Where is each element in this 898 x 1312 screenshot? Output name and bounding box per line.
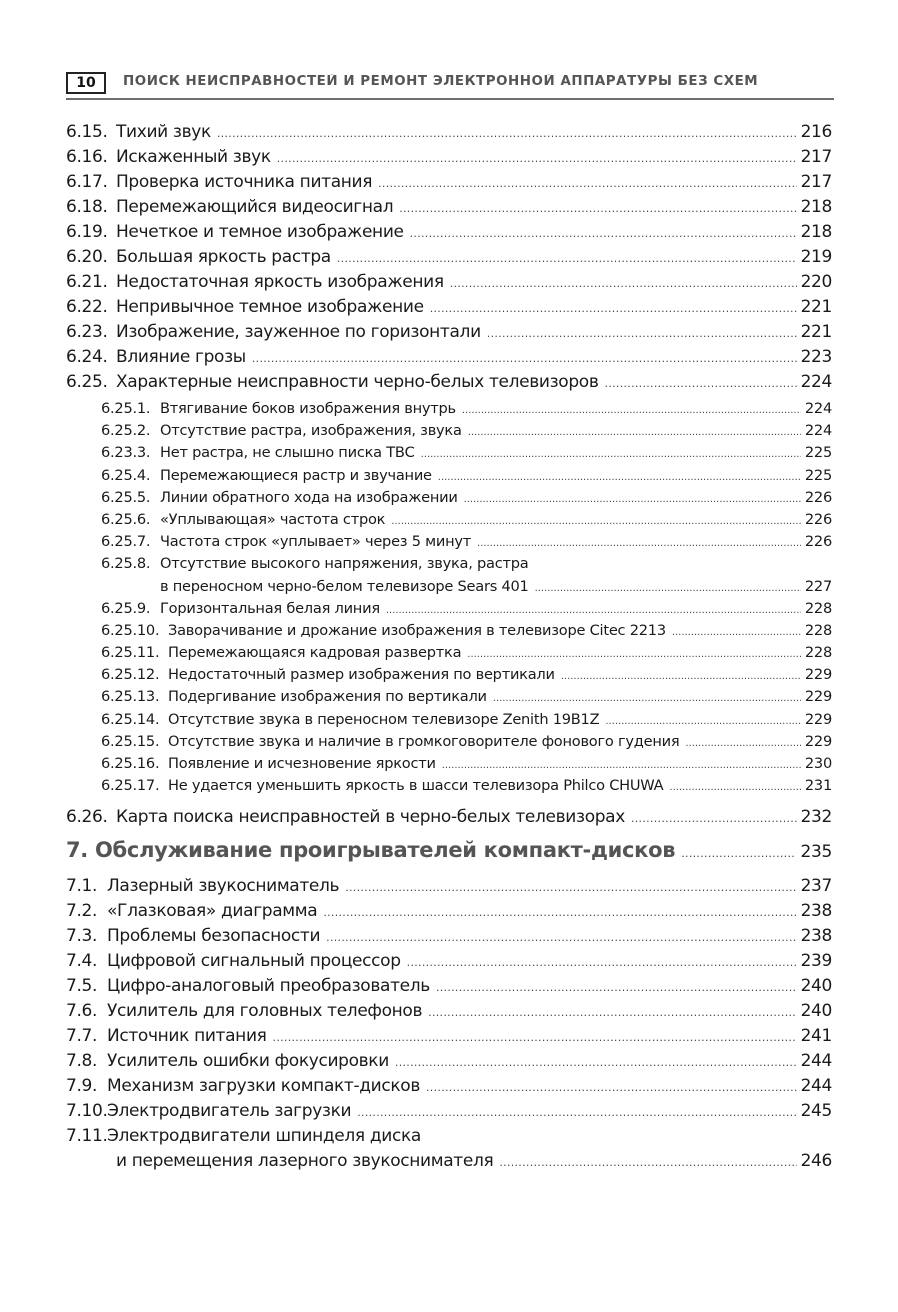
toc-title: Нет растра, не слышно писка ТВС bbox=[160, 444, 415, 462]
dot-leader bbox=[395, 1051, 797, 1071]
toc-number: 7.11. bbox=[66, 1126, 108, 1147]
toc-entry-6-25-2[interactable] bbox=[66, 422, 832, 444]
toc-number: 6.25.9. bbox=[101, 599, 151, 617]
toc-entry-6-26[interactable] bbox=[66, 807, 832, 832]
toc-number: 6.18. bbox=[66, 197, 108, 217]
toc-page: 231 bbox=[804, 777, 832, 795]
toc-entry-6-22[interactable] bbox=[66, 297, 832, 322]
toc-page: 216 bbox=[800, 122, 832, 142]
toc-entry-6-25-7[interactable] bbox=[66, 533, 832, 555]
toc-title: Подергивание изображения по вертикали bbox=[168, 688, 487, 706]
toc-title: Отсутствие звука в переносном телевизоре Zenith 19B1Z bbox=[168, 710, 600, 728]
toc-page: 241 bbox=[800, 1026, 832, 1047]
toc-entry-6-25-8[interactable] bbox=[66, 555, 832, 577]
toc-number: 6.17. bbox=[66, 172, 108, 192]
toc-page: 218 bbox=[800, 197, 832, 217]
toc-entry-6-25-11[interactable] bbox=[66, 644, 832, 666]
toc-page: 228 bbox=[804, 621, 832, 639]
toc-entry-7-2[interactable] bbox=[66, 901, 832, 926]
running-title: ПОИСК НЕИСПРАВНОСТЕЙ И РЕМОНТ ЭЛЕКТРОННОЙ АППАРАТУРЫ БЕЗ СХЕМ bbox=[123, 74, 759, 89]
toc-title: Искаженный звук bbox=[116, 147, 271, 167]
dot-leader bbox=[450, 272, 797, 292]
toc-title-line2: и перемещения лазерного звукоснимателя bbox=[116, 1151, 494, 1172]
toc-page: 224 bbox=[804, 400, 832, 417]
toc-page: 217 bbox=[800, 172, 832, 192]
toc-entry-7-8[interactable] bbox=[66, 1051, 832, 1076]
dot-leader bbox=[426, 1076, 797, 1096]
dot-leader bbox=[685, 733, 801, 750]
toc-entry-6-15[interactable] bbox=[66, 122, 832, 147]
dot-leader bbox=[468, 422, 801, 439]
dot-leader bbox=[252, 347, 797, 367]
toc-title: Характерные неисправности черно-белых телевизоров bbox=[116, 372, 599, 392]
toc-title: Горизонтальная белая линия bbox=[160, 599, 380, 617]
toc-title: Карта поиска неисправностей в черно-белых телевизорах bbox=[116, 807, 625, 828]
toc-number: 6.22. bbox=[66, 297, 108, 317]
toc-entry-7-1[interactable] bbox=[66, 876, 832, 901]
toc-page: 227 bbox=[804, 577, 832, 595]
dot-leader bbox=[410, 222, 797, 242]
running-header bbox=[66, 72, 834, 100]
toc-entry-6-25-6[interactable] bbox=[66, 511, 832, 533]
toc-number: 6.25.1. bbox=[101, 400, 151, 417]
toc-title: Проблемы безопасности bbox=[107, 926, 321, 947]
toc-entry-6-17[interactable] bbox=[66, 172, 832, 197]
toc-title: Нечеткое и темное изображение bbox=[116, 222, 404, 242]
dot-leader bbox=[493, 688, 801, 705]
toc-page: 228 bbox=[804, 644, 832, 662]
toc-entry-6-25[interactable] bbox=[66, 372, 832, 397]
toc-page: 217 bbox=[800, 147, 832, 167]
toc-entry-6-25-10[interactable] bbox=[66, 622, 832, 644]
toc-number: 6.25.6. bbox=[101, 510, 151, 528]
toc-page: 235 bbox=[800, 842, 832, 863]
dot-leader bbox=[323, 901, 796, 921]
toc-title: Частота строк «уплывает» через 5 минут bbox=[160, 533, 472, 551]
dot-leader bbox=[386, 600, 801, 617]
toc-title-line1: Отсутствие высокого напряжения, звука, растра bbox=[160, 555, 529, 573]
dot-leader bbox=[217, 122, 797, 142]
toc-page: 244 bbox=[800, 1076, 832, 1097]
toc-title: Большая яркость растра bbox=[116, 247, 331, 267]
toc-page: 246 bbox=[800, 1151, 832, 1172]
toc-title: Перемежающийся видеосигнал bbox=[116, 197, 394, 217]
toc-page: 245 bbox=[800, 1101, 832, 1122]
toc-entry-6-19[interactable] bbox=[66, 222, 832, 247]
toc-number: 7.5. bbox=[66, 976, 98, 997]
toc-entry-7-11[interactable] bbox=[66, 1126, 832, 1151]
dot-leader bbox=[462, 400, 801, 417]
toc-number: 6.20. bbox=[66, 247, 108, 267]
dot-leader bbox=[399, 197, 796, 217]
toc-entry-6-25-5[interactable] bbox=[66, 489, 832, 511]
dot-leader bbox=[672, 622, 801, 639]
toc-entry-6-16[interactable] bbox=[66, 147, 832, 172]
dot-leader bbox=[345, 876, 796, 896]
toc-page: 229 bbox=[804, 732, 832, 750]
toc-number: 6.16. bbox=[66, 147, 108, 167]
toc-entry-6-18[interactable] bbox=[66, 197, 832, 222]
toc-page: 224 bbox=[800, 372, 832, 392]
toc-number: 7.1. bbox=[66, 876, 98, 897]
dot-leader bbox=[605, 711, 801, 728]
toc-number: 6.25.5. bbox=[101, 488, 151, 506]
toc-number: 6.25.14. bbox=[101, 710, 160, 728]
toc-number: 6.21. bbox=[66, 272, 108, 292]
dot-leader bbox=[421, 444, 801, 461]
toc-title: Тихий звук bbox=[116, 122, 211, 142]
toc-entry-6-25-12[interactable] bbox=[66, 666, 832, 688]
toc-number: 6.25.12. bbox=[101, 666, 160, 684]
toc-number: 6.15. bbox=[66, 122, 108, 142]
toc-page: 223 bbox=[800, 347, 832, 367]
toc-page: 229 bbox=[804, 710, 832, 728]
toc-number: 7.10. bbox=[66, 1101, 108, 1122]
toc-page: 224 bbox=[804, 422, 832, 440]
toc-title: Перемежающаяся кадровая развертка bbox=[168, 644, 462, 662]
toc-number: 6.23.3. bbox=[101, 444, 151, 462]
toc-page: 228 bbox=[804, 599, 832, 617]
toc-page: 229 bbox=[804, 666, 832, 684]
toc-title-line1: Электродвигатели шпинделя диска bbox=[107, 1126, 421, 1147]
toc-number: 6.25.10. bbox=[101, 621, 160, 639]
toc-page: 232 bbox=[800, 807, 832, 828]
toc-title: Усилитель для головных телефонов bbox=[107, 1001, 423, 1022]
toc-number: 6.23. bbox=[66, 322, 108, 342]
toc-entry-6-25-1[interactable] bbox=[66, 400, 832, 422]
toc-number: 7.4. bbox=[66, 951, 98, 972]
toc-number: 6.19. bbox=[66, 222, 108, 242]
toc-entry-6-25-9[interactable] bbox=[66, 600, 832, 622]
toc-page: 221 bbox=[800, 297, 832, 317]
toc-number: 6.25.16. bbox=[101, 755, 160, 772]
toc-entry-7-11-cont[interactable] bbox=[66, 1151, 832, 1176]
toc-number: 6.25.7. bbox=[101, 533, 151, 551]
toc-entry-7-5[interactable] bbox=[66, 976, 832, 1001]
dot-leader bbox=[337, 247, 797, 267]
dot-leader bbox=[407, 951, 797, 971]
table-of-contents bbox=[66, 122, 832, 1176]
toc-page: 240 bbox=[800, 976, 832, 997]
toc-entry-6-25-4[interactable] bbox=[66, 467, 832, 489]
toc-title: Проверка источника питания bbox=[116, 172, 373, 192]
dot-leader bbox=[499, 1151, 796, 1171]
toc-entry-7-9[interactable] bbox=[66, 1076, 832, 1101]
toc-number: 6.25.2. bbox=[101, 422, 151, 440]
dot-leader bbox=[605, 372, 797, 392]
dot-leader bbox=[430, 297, 797, 317]
toc-page: 226 bbox=[804, 488, 832, 506]
toc-number: 6.25.4. bbox=[101, 466, 151, 484]
dot-leader bbox=[428, 1001, 796, 1021]
toc-number: 6.24. bbox=[66, 347, 108, 367]
toc-page: 238 bbox=[800, 901, 832, 922]
toc-page: 239 bbox=[800, 951, 832, 972]
toc-entry-6-25-14[interactable] bbox=[66, 711, 832, 733]
dot-leader bbox=[467, 644, 801, 661]
toc-title: Не удается уменьшить яркость в шасси телевизора Philco CHUWA bbox=[168, 777, 664, 795]
toc-title: Втягивание боков изображения внутрь bbox=[160, 400, 456, 417]
toc-entry-6-20[interactable] bbox=[66, 247, 832, 272]
toc-number: 7.2. bbox=[66, 901, 98, 922]
toc-number: 6.25.8. bbox=[101, 555, 151, 573]
dot-leader bbox=[464, 489, 801, 506]
toc-title: Отсутствие растра, изображения, звука bbox=[160, 422, 462, 440]
toc-page: 225 bbox=[804, 444, 832, 462]
toc-entry-6-23[interactable] bbox=[66, 322, 832, 347]
dot-leader bbox=[391, 511, 801, 528]
toc-number: 6.26. bbox=[66, 807, 108, 828]
toc-title: Влияние грозы bbox=[116, 347, 246, 367]
toc-page: 221 bbox=[800, 322, 832, 342]
toc-title: Отсутствие звука и наличие в громкоговорителе фонового гудения bbox=[168, 732, 680, 750]
toc-entry-6-25-8-cont[interactable] bbox=[66, 578, 832, 600]
toc-title: «Уплывающая» частота строк bbox=[160, 510, 386, 528]
toc-page: 240 bbox=[800, 1001, 832, 1022]
dot-leader bbox=[357, 1101, 796, 1121]
dot-leader bbox=[631, 807, 797, 827]
toc-entry-7-4[interactable] bbox=[66, 951, 832, 976]
toc-title: Цифровой сигнальный процессор bbox=[107, 951, 401, 972]
toc-chapter-7[interactable] bbox=[66, 838, 832, 874]
dot-leader bbox=[487, 322, 797, 342]
toc-title: Непривычное темное изображение bbox=[116, 297, 424, 317]
dot-leader bbox=[378, 172, 796, 192]
toc-title: Источник питания bbox=[107, 1026, 267, 1047]
toc-page: 226 bbox=[804, 510, 832, 528]
dot-leader bbox=[277, 147, 797, 167]
toc-number: 7.3. bbox=[66, 926, 98, 947]
toc-number: 7.8. bbox=[66, 1051, 98, 1072]
toc-page: 238 bbox=[800, 926, 832, 947]
toc-title: Недостаточный размер изображения по вертикали bbox=[168, 666, 555, 684]
toc-entry-7-6[interactable] bbox=[66, 1001, 832, 1026]
toc-entry-6-25-16[interactable] bbox=[66, 755, 832, 777]
toc-number: 6.25. bbox=[66, 372, 108, 392]
toc-entry-6-25-15[interactable] bbox=[66, 733, 832, 755]
dot-leader bbox=[436, 976, 797, 996]
dot-leader bbox=[442, 755, 801, 772]
toc-page: 225 bbox=[804, 466, 832, 484]
toc-entry-6-25-17[interactable] bbox=[66, 777, 832, 799]
toc-number: 7.7. bbox=[66, 1026, 98, 1047]
toc-page: 220 bbox=[800, 272, 832, 292]
toc-number: 6.25.17. bbox=[101, 777, 160, 795]
toc-title: Усилитель ошибки фокусировки bbox=[107, 1051, 389, 1072]
dot-leader bbox=[477, 533, 801, 550]
toc-title: Лазерный звукосниматель bbox=[107, 876, 340, 897]
toc-title: «Глазковая» диаграмма bbox=[107, 901, 318, 922]
toc-page: 226 bbox=[804, 533, 832, 551]
toc-page: 229 bbox=[804, 688, 832, 706]
toc-title: Недостаточная яркость изображения bbox=[116, 272, 444, 292]
dot-leader bbox=[535, 578, 801, 595]
toc-title-line2: в переносном черно-белом телевизоре Sears 401 bbox=[160, 577, 529, 595]
toc-number: 7.6. bbox=[66, 1001, 98, 1022]
toc-title: Линии обратного хода на изображении bbox=[160, 488, 458, 506]
toc-number: 6.25.13. bbox=[101, 688, 160, 706]
toc-title: Изображение, зауженное по горизонтали bbox=[116, 322, 481, 342]
chapter-title: 7. Обслуживание проигрывателей компакт-дисков bbox=[66, 838, 676, 863]
toc-page: 230 bbox=[804, 755, 832, 772]
toc-entry-6-24[interactable] bbox=[66, 347, 832, 372]
toc-page: 237 bbox=[800, 876, 832, 897]
page-number: 10 bbox=[66, 72, 106, 94]
toc-entry-7-3[interactable] bbox=[66, 926, 832, 951]
toc-title: Механизм загрузки компакт-дисков bbox=[107, 1076, 421, 1097]
toc-page: 218 bbox=[800, 222, 832, 242]
toc-entry-6-25-13[interactable] bbox=[66, 688, 832, 710]
dot-leader bbox=[438, 467, 801, 484]
toc-number: 6.25.15. bbox=[101, 732, 160, 750]
dot-leader bbox=[669, 777, 800, 794]
toc-entry-7-7[interactable] bbox=[66, 1026, 832, 1051]
toc-page: 219 bbox=[800, 247, 832, 267]
toc-entry-6-21[interactable] bbox=[66, 272, 832, 297]
toc-entry-6-23-3[interactable] bbox=[66, 444, 832, 466]
dot-leader bbox=[326, 926, 796, 946]
dot-leader bbox=[273, 1026, 797, 1046]
toc-page: 244 bbox=[800, 1051, 832, 1072]
toc-number: 6.25.11. bbox=[101, 644, 160, 662]
toc-title: Перемежающиеся растр и звучание bbox=[160, 466, 432, 484]
toc-title: Цифро-аналоговый преобразователь bbox=[107, 976, 430, 997]
toc-number: 7.9. bbox=[66, 1076, 98, 1097]
toc-entry-7-10[interactable] bbox=[66, 1101, 832, 1126]
toc-title: Заворачивание и дрожание изображения в телевизоре Citec 2213 bbox=[168, 621, 666, 639]
dot-leader bbox=[561, 666, 801, 683]
toc-title: Электродвигатель загрузки bbox=[107, 1101, 352, 1122]
toc-title: Появление и исчезновение яркости bbox=[168, 755, 436, 772]
dot-leader bbox=[681, 838, 796, 862]
